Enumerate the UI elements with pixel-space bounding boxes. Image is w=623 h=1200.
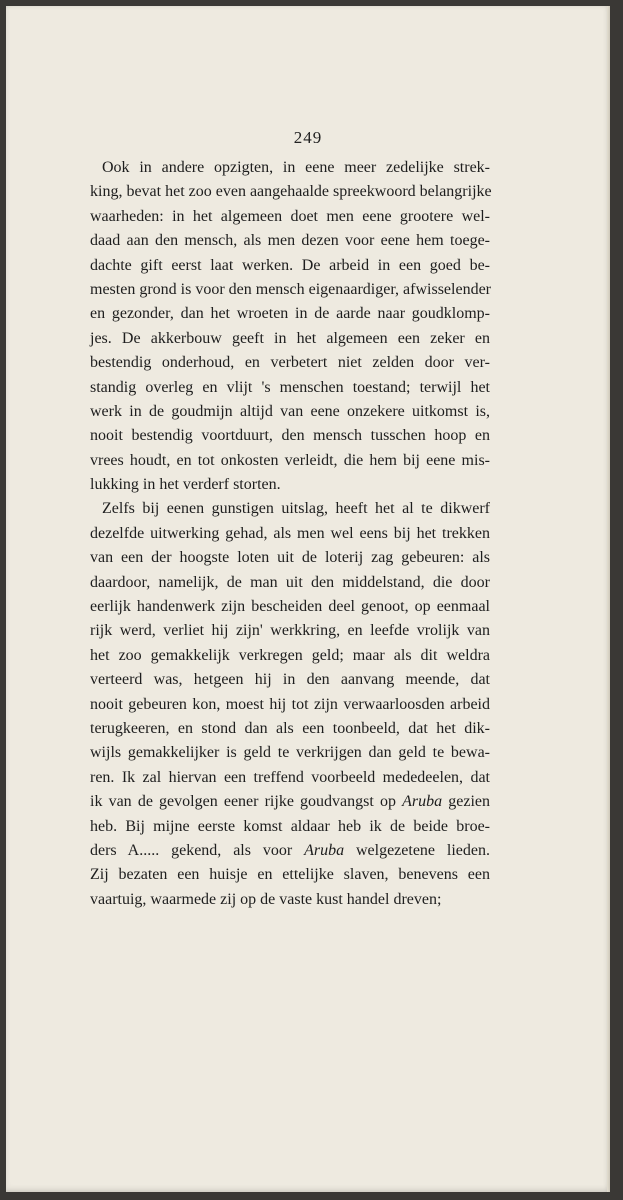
page-number: 249	[293, 128, 323, 147]
text-line: bestendig onderhoud, en verbetert niet zelden door ver-	[90, 354, 490, 372]
text-line: en gezonder, dan het wroeten in de aarde naar goudklomp-	[90, 305, 490, 323]
text-line: ren. Ik zal hiervan een treffend voorbeeld mededeelen, dat	[90, 768, 490, 786]
text-line: eerlijk handenwerk zijn bescheiden deel genoot, op eenmaal	[90, 598, 490, 616]
place-name: Aruba	[304, 841, 345, 859]
text-line: van een der hoogste loten uit de loterij zag gebeuren: als	[90, 549, 490, 567]
text-line: nooit bestendig voortduurt, den mensch tusschen hoop en	[90, 427, 490, 445]
text-line: lukking in het verderf storten.	[90, 476, 281, 494]
text-line: wijls gemakkelijker is geld te verkrijgen dan geld te bewa-	[90, 744, 490, 762]
text-line: het zoo gemakkelijk verkregen geld; maar als dit weldra	[90, 646, 490, 664]
text-line: king, bevat het zoo even aangehaalde spreekwoord belangrijke	[90, 183, 492, 201]
book-page	[6, 6, 610, 1192]
text-line: werk in de goudmijn altijd van eene onzekere uitkomst is,	[90, 402, 490, 420]
paragraph-1	[90, 156, 490, 497]
text-line: verteerd was, hetgeen hij in den aanvang meende, dat	[90, 671, 490, 689]
text-line: mesten grond is voor den mensch eigenaardiger, afwisselender	[90, 280, 491, 298]
text-line: Ook in andere opzigten, in eene meer zedelijke strek-	[102, 159, 490, 176]
body-text	[90, 156, 490, 912]
text-line: terugkeeren, en stond dan als een toonbeeld, dat het dik-	[90, 719, 490, 737]
paragraph-2	[90, 497, 490, 912]
page-edge	[607, 6, 610, 1192]
text-line: vrees houdt, en tot onkosten verleidt, die hem bij eene mis-	[90, 451, 490, 469]
text-line: jes. De akkerbouw geeft in het algemeen een zeker en	[90, 329, 490, 347]
text-line: daardoor, namelijk, de man uit den middelstand, die door	[90, 573, 490, 591]
text-line: standig overleg en vlijt 's menschen toestand; terwijl het	[90, 378, 490, 396]
text-line: Zij bezaten een huisje en ettelijke slaven, benevens een	[90, 866, 490, 884]
text-line: Zelfs bij eenen gunstigen uitslag, heeft het al te dikwerf	[102, 500, 490, 518]
text-line: nooit gebeuren kon, moest hij tot zijn verwaarloosden arbeid	[90, 695, 490, 713]
text-line: waarheden: in het algemeen doet men eene grootere wel-	[90, 207, 490, 225]
text-line: heb. Bij mijne eerste komst aldaar heb ik de beide broe-	[90, 817, 490, 835]
text-line: vaartuig, waarmede zij op de vaste kust handel dreven;	[90, 890, 442, 908]
text-line: dachte gift eerst laat werken. De arbeid in een goed be-	[90, 256, 490, 274]
text-line: ders A..... gekend, als voor Aruba welgezetene lieden.	[90, 841, 490, 859]
text-line: rijk werd, verliet hij zijn' werkkring, en leefde vrolijk van	[90, 622, 490, 640]
text-line: dezelfde uitwerking gehad, als men wel eens bij het trekken	[90, 524, 490, 542]
place-name: Aruba	[402, 793, 443, 811]
text-line: daad aan den mensch, als men dezen voor eene hem toege-	[90, 232, 490, 250]
text-line: ik van de gevolgen eener rijke goudvangst op Aruba gezien	[90, 793, 490, 811]
